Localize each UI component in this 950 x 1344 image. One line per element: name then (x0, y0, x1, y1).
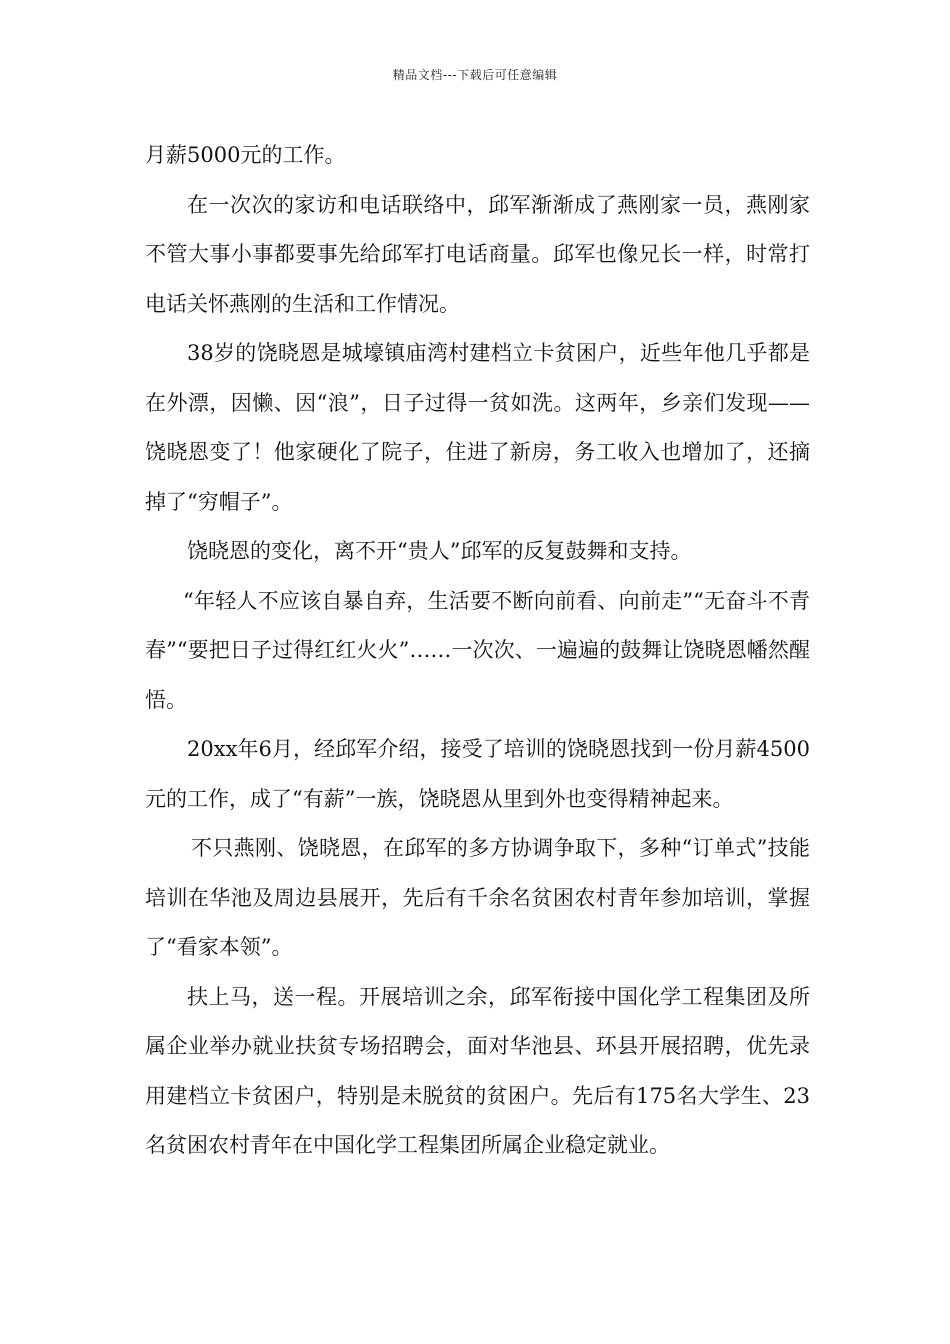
paragraph: 月薪5000元的工作。 (145, 143, 346, 167)
paragraph: 饶晓恩的变化，离不开“贵人”邱军的反复鼓舞和支持。 (187, 539, 692, 563)
paragraph: 38岁的饶晓恩是城壕镇庙湾村建档立卡贫困户，近些年他几乎都是在外漂，因懒、因“浪”，日子过得一贫如洗。这两年，乡亲们发现——饶晓恩变了！他家硬化了院子，住进了新房，务工收入也增加了，还摘掉了“穷帽子”。 (145, 341, 810, 514)
paragraph: 在一次次的家访和电话联络中，邱军渐渐成了燕刚家一员，燕刚家不管大事小事都要事先给邱军打电话商量。邱军也像兄长一样，时常打电话关怀燕刚的生活和工作情况。 (145, 192, 810, 316)
paragraph: 20xx年6月，经邱军介绍，接受了培训的饶晓恩找到一份月薪4500元的工作，成了“有薪”一族，饶晓恩从里到外也变得精神起来。 (145, 737, 810, 811)
paragraph: 不只燕刚、饶晓恩，在邱军的多方协调争取下，多种“订单式”技能培训在华池及周边县展开，先后有千余名贫困农村青年参加培训，掌握了“看家本领”。 (145, 836, 810, 959)
paragraph: “年轻人不应该自暴自弃，生活要不断向前看、向前走”“无奋斗不青春”“要把日子过得红红火火”……一次次、一遍遍的鼓舞让饶晓恩幡然醒悟。 (145, 588, 810, 712)
document-body (145, 131, 810, 1171)
page-header: 精品文档---下载后可任意编辑 (392, 68, 558, 82)
paragraph: 扶上马，送一程。开展培训之余，邱军衔接中国化学工程集团及所属企业举办就业扶贫专场招聘会，面对华池县、环县开展招聘，优先录用建档立卡贫困户，特别是未脱贫的贫困户。先后有175名大学生、23名贫困农村青年在中国化学工程集团所属企业稳定就业。 (145, 984, 810, 1157)
